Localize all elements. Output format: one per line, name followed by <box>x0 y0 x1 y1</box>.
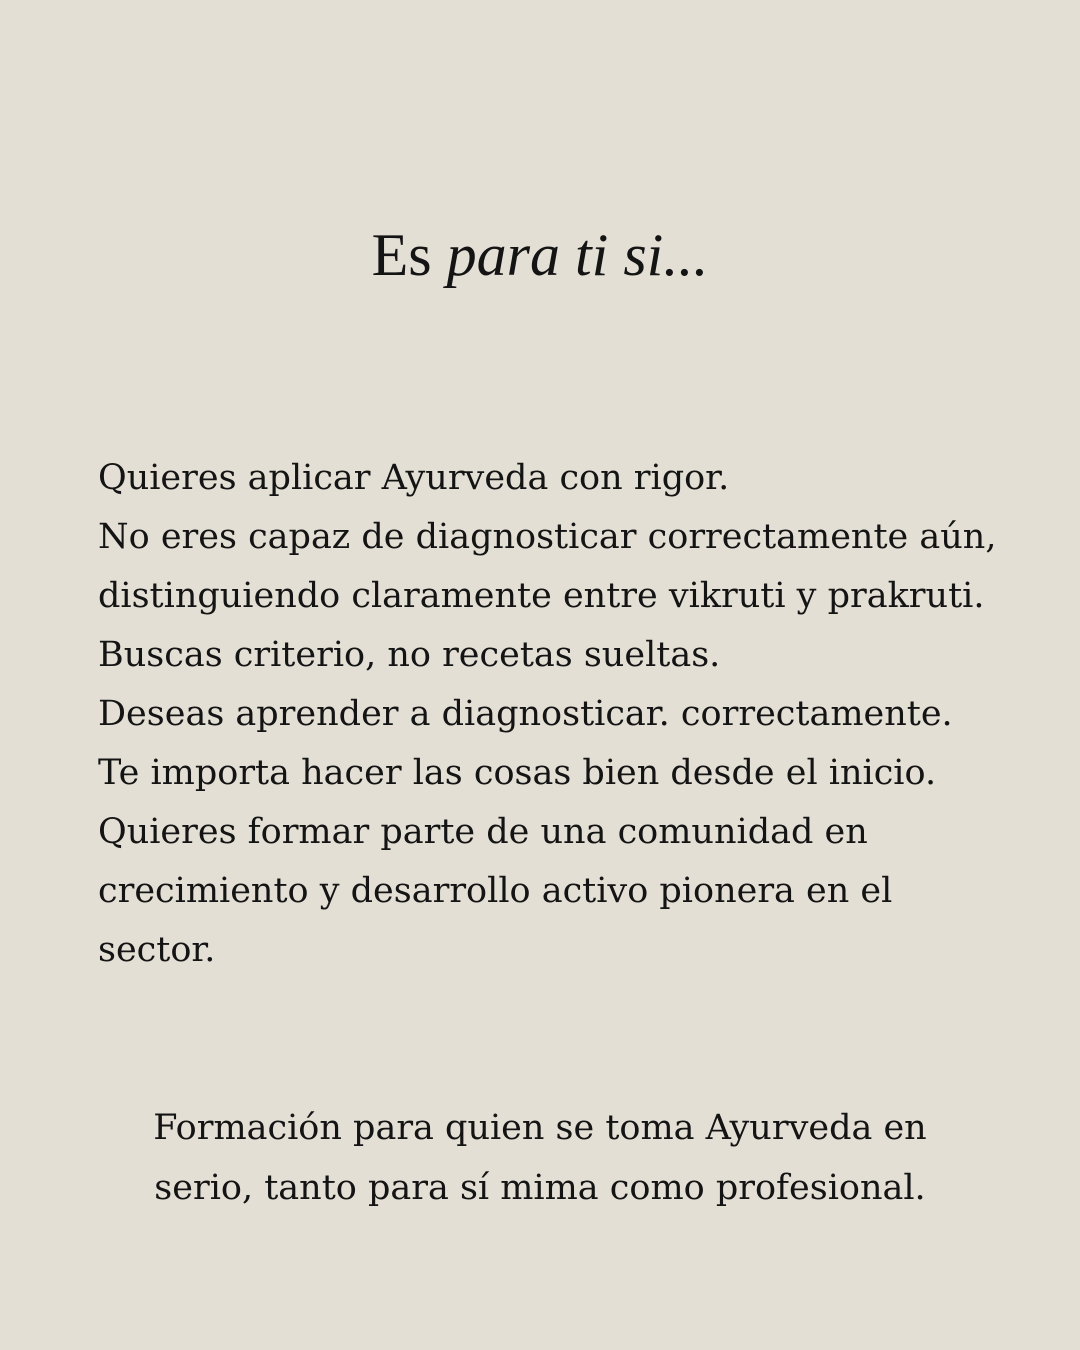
title-prefix: Es <box>371 222 447 288</box>
list-item: Te importa hacer las cosas bien desde el inicio. <box>98 753 937 793</box>
list-item: Quieres formar parte de una comunidad en crecimiento y desarrollo activo pionera en el sector. <box>98 812 893 970</box>
closing-statement: Formación para quien se toma Ayurveda en serio, tanto para sí mima como profesional. <box>153 1108 927 1208</box>
title-emphasis: para ti si... <box>446 222 709 288</box>
list-item: No eres capaz de diagnosticar correctamente aún, distinguiendo claramente entre vikruti y prakruti. <box>98 517 997 616</box>
list-item: Quieres aplicar Ayurveda con rigor. <box>98 458 730 498</box>
criteria-list <box>98 449 998 980</box>
list-item: Buscas criterio, no recetas sueltas. <box>98 635 721 675</box>
list-item: Deseas aprender a diagnosticar. correctamente. <box>98 694 953 734</box>
page-title <box>0 218 1080 292</box>
